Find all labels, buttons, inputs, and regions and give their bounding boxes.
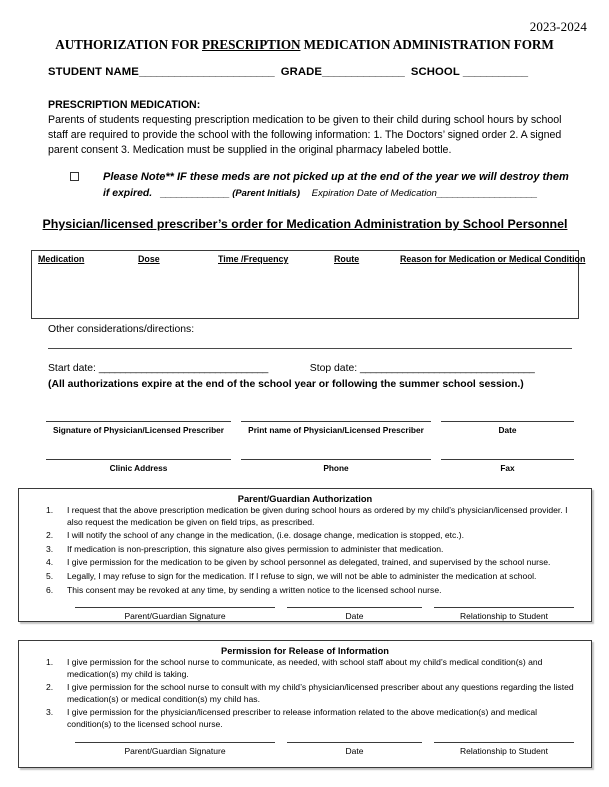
release-information-list	[19, 657, 591, 731]
medication-order-table[interactable]	[31, 250, 586, 319]
title-underlined-word: PRESCRIPTION	[202, 37, 301, 52]
release-information-title: Permission for Release of Information	[221, 646, 389, 656]
parent-date-field[interactable]	[287, 606, 422, 621]
list-item-number: 2.	[46, 682, 54, 693]
note-period: .	[149, 188, 153, 199]
school-label: SCHOOL	[410, 66, 460, 78]
list-item-number: 1.	[46, 657, 54, 667]
clinic-contact-row	[46, 458, 574, 486]
stop-date-label: Stop date:	[309, 363, 358, 374]
list-item-number: 3.	[46, 543, 54, 554]
physician-date-field[interactable]	[441, 420, 574, 435]
physician-order-heading	[40, 216, 570, 233]
start-date-label: Start date:	[48, 363, 96, 374]
signature-line	[434, 606, 574, 608]
other-considerations-input[interactable]	[48, 348, 572, 349]
physician-date-caption: Date	[498, 425, 517, 435]
parent-signature-caption: Parent/Guardian Signature	[124, 611, 226, 622]
release-parent-signature-field[interactable]	[75, 741, 275, 756]
list-item	[19, 585, 581, 597]
release-parent-signature-caption: Parent/Guardian Signature	[124, 745, 226, 756]
list-item	[19, 571, 581, 583]
physician-signature-caption: Signature of Physician/Licensed Prescriber	[52, 425, 225, 435]
signature-line	[287, 741, 422, 743]
grade-input[interactable]: ______________	[322, 66, 405, 78]
prescription-instructions-paragraph: Parents of students requesting prescription medication to be given to their child during school hours by school staff are required to provide the school with the following information: 1. The Doctors’ signed order 2. A signed parent consent 3. Medication must be supplied in the original pharmacy labeled bottle.	[48, 114, 562, 157]
physician-signature-field[interactable]	[46, 420, 231, 435]
list-item-text: I will notify the school of any change in the medication, (i.e. dosage change, medication is stopped, etc.).	[67, 530, 464, 541]
release-relationship-field[interactable]	[434, 741, 574, 756]
signature-line	[46, 458, 231, 460]
column-header-dose: Dose	[138, 254, 160, 264]
signature-line	[241, 420, 431, 422]
parent-initials-label: (Parent Initials)	[232, 187, 301, 198]
list-item-text: I give permission for the school nurse to communicate, as needed, with school staff about my child’s medical condition(s) and medication(s) my child is taking.	[67, 657, 543, 679]
list-item	[19, 544, 581, 556]
list-item-text: I give permission for the physician/licensed prescriber to release information related to the above medication(s) and medical condition(s) to the licensed school nurse.	[67, 707, 538, 729]
title-part-1: AUTHORIZATION FOR	[55, 37, 202, 52]
list-item	[19, 505, 581, 528]
student-name-label: STUDENT NAME	[48, 66, 139, 78]
student-name-input[interactable]: _______________________	[138, 66, 275, 78]
list-item-number: 4.	[46, 557, 54, 568]
column-header-time-frequency: Time /Frequency	[218, 254, 289, 264]
authorization-expiration-note: (All authorizations expire at the end of the school year or following the summer school session.)	[48, 379, 524, 390]
signature-line	[75, 741, 275, 743]
parent-relationship-caption: Relationship to Student	[460, 611, 548, 622]
clinic-phone-caption: Phone	[323, 463, 349, 473]
list-item-number: 3.	[46, 707, 54, 718]
list-item-number: 2.	[46, 530, 54, 541]
list-item-text: If medication is non-prescription, this signature also gives permission to administer that medication.	[67, 543, 444, 554]
clinic-fax-field[interactable]	[441, 458, 574, 473]
note-if-expired: if expired	[103, 188, 150, 199]
release-of-information-box	[18, 640, 592, 768]
list-item-text: This consent may be revoked at any time, by sending a written notice to the licensed school nurse.	[67, 584, 442, 595]
parent-authorization-list	[19, 505, 591, 596]
list-item-text: I request that the above prescription medication be given during school hours as ordered by my child’s physician/licensed provider. I also request the medication be given on field trips, as prescribed.	[67, 505, 568, 527]
school-input[interactable]: ___________	[462, 66, 528, 78]
school-year: 2023-2024	[529, 19, 587, 34]
start-date-input[interactable]: ________________________________	[98, 363, 268, 374]
list-item-number: 5.	[46, 570, 54, 581]
expiration-date-input[interactable]: ___________________	[436, 188, 538, 199]
title-part-2: MEDICATION ADMINISTRATION FORM	[300, 37, 554, 52]
table-header-row	[32, 251, 586, 267]
clinic-phone-field[interactable]	[241, 458, 431, 473]
release-date-caption: Date	[345, 745, 364, 756]
clinic-fax-caption: Fax	[500, 463, 515, 473]
physician-printname-field[interactable]	[241, 420, 431, 435]
column-header-reason: Reason for Medication or Medical Condition	[400, 254, 586, 264]
signature-line	[434, 741, 574, 743]
clinic-address-caption: Clinic Address	[109, 463, 168, 473]
expiration-date-label: Expiration Date of Medication	[311, 188, 437, 199]
release-information-signature-row	[19, 741, 591, 767]
parent-initials-input[interactable]: _____________	[160, 188, 230, 199]
signature-line	[75, 606, 275, 608]
parent-authorization-title: Parent/Guardian Authorization	[237, 494, 373, 504]
list-item	[19, 557, 581, 569]
prescription-medication-heading: PRESCRIPTION MEDICATION:	[48, 99, 201, 111]
empty-square-icon	[70, 172, 79, 181]
parent-relationship-field[interactable]	[434, 606, 574, 621]
release-relationship-caption: Relationship to Student	[460, 745, 548, 756]
please-note-line-1: Please Note** IF these meds are not picked up at the end of the year we will destroy them	[103, 171, 569, 183]
page-title	[0, 37, 609, 53]
list-item	[19, 657, 581, 680]
column-header-medication: Medication	[38, 254, 85, 264]
list-item-number: 1.	[46, 505, 54, 515]
grade-label: GRADE	[280, 66, 323, 78]
list-item-text: I give permission for the medication to be given by school personnel as delegated, trained, and supervised by the school nurse.	[67, 557, 551, 568]
signature-line	[441, 458, 574, 460]
signature-line	[241, 458, 431, 460]
physician-printname-caption: Print name of Physician/Licensed Prescriber	[248, 425, 424, 435]
please-note-block	[70, 170, 575, 201]
parent-guardian-authorization-box	[18, 488, 592, 622]
list-item	[19, 707, 581, 730]
student-identification-line	[48, 66, 528, 78]
signature-line	[287, 606, 422, 608]
list-item-text: Legally, I may refuse to sign for the medication. If I refuse to sign, we will not be able to administer the medication at school.	[67, 570, 537, 581]
list-item-number: 6.	[46, 584, 54, 595]
please-note-line-2	[103, 185, 575, 201]
stop-date-input[interactable]: _________________________________	[360, 363, 535, 374]
list-item	[19, 530, 581, 542]
physician-order-heading-text: Physician/licensed prescriber’s order for Medication Administration by School Personnel	[42, 217, 568, 231]
physician-signature-row	[46, 420, 574, 448]
list-item-text: I give permission for the school nurse to consult with my child’s physician/licensed prescriber about any questions regarding the listed medication(s) or medical condition(s) my child has.	[67, 682, 574, 704]
date-range-line	[48, 363, 576, 374]
list-item	[19, 682, 581, 705]
other-considerations-label: Other considerations/directions:	[48, 324, 195, 335]
parent-date-caption: Date	[345, 611, 364, 622]
parent-authorization-signature-row	[19, 606, 591, 632]
clinic-address-field[interactable]	[46, 458, 231, 473]
release-date-field[interactable]	[287, 741, 422, 756]
signature-line	[441, 420, 574, 422]
signature-line	[46, 420, 231, 422]
column-header-route: Route	[334, 254, 360, 264]
parent-signature-field[interactable]	[75, 606, 275, 621]
